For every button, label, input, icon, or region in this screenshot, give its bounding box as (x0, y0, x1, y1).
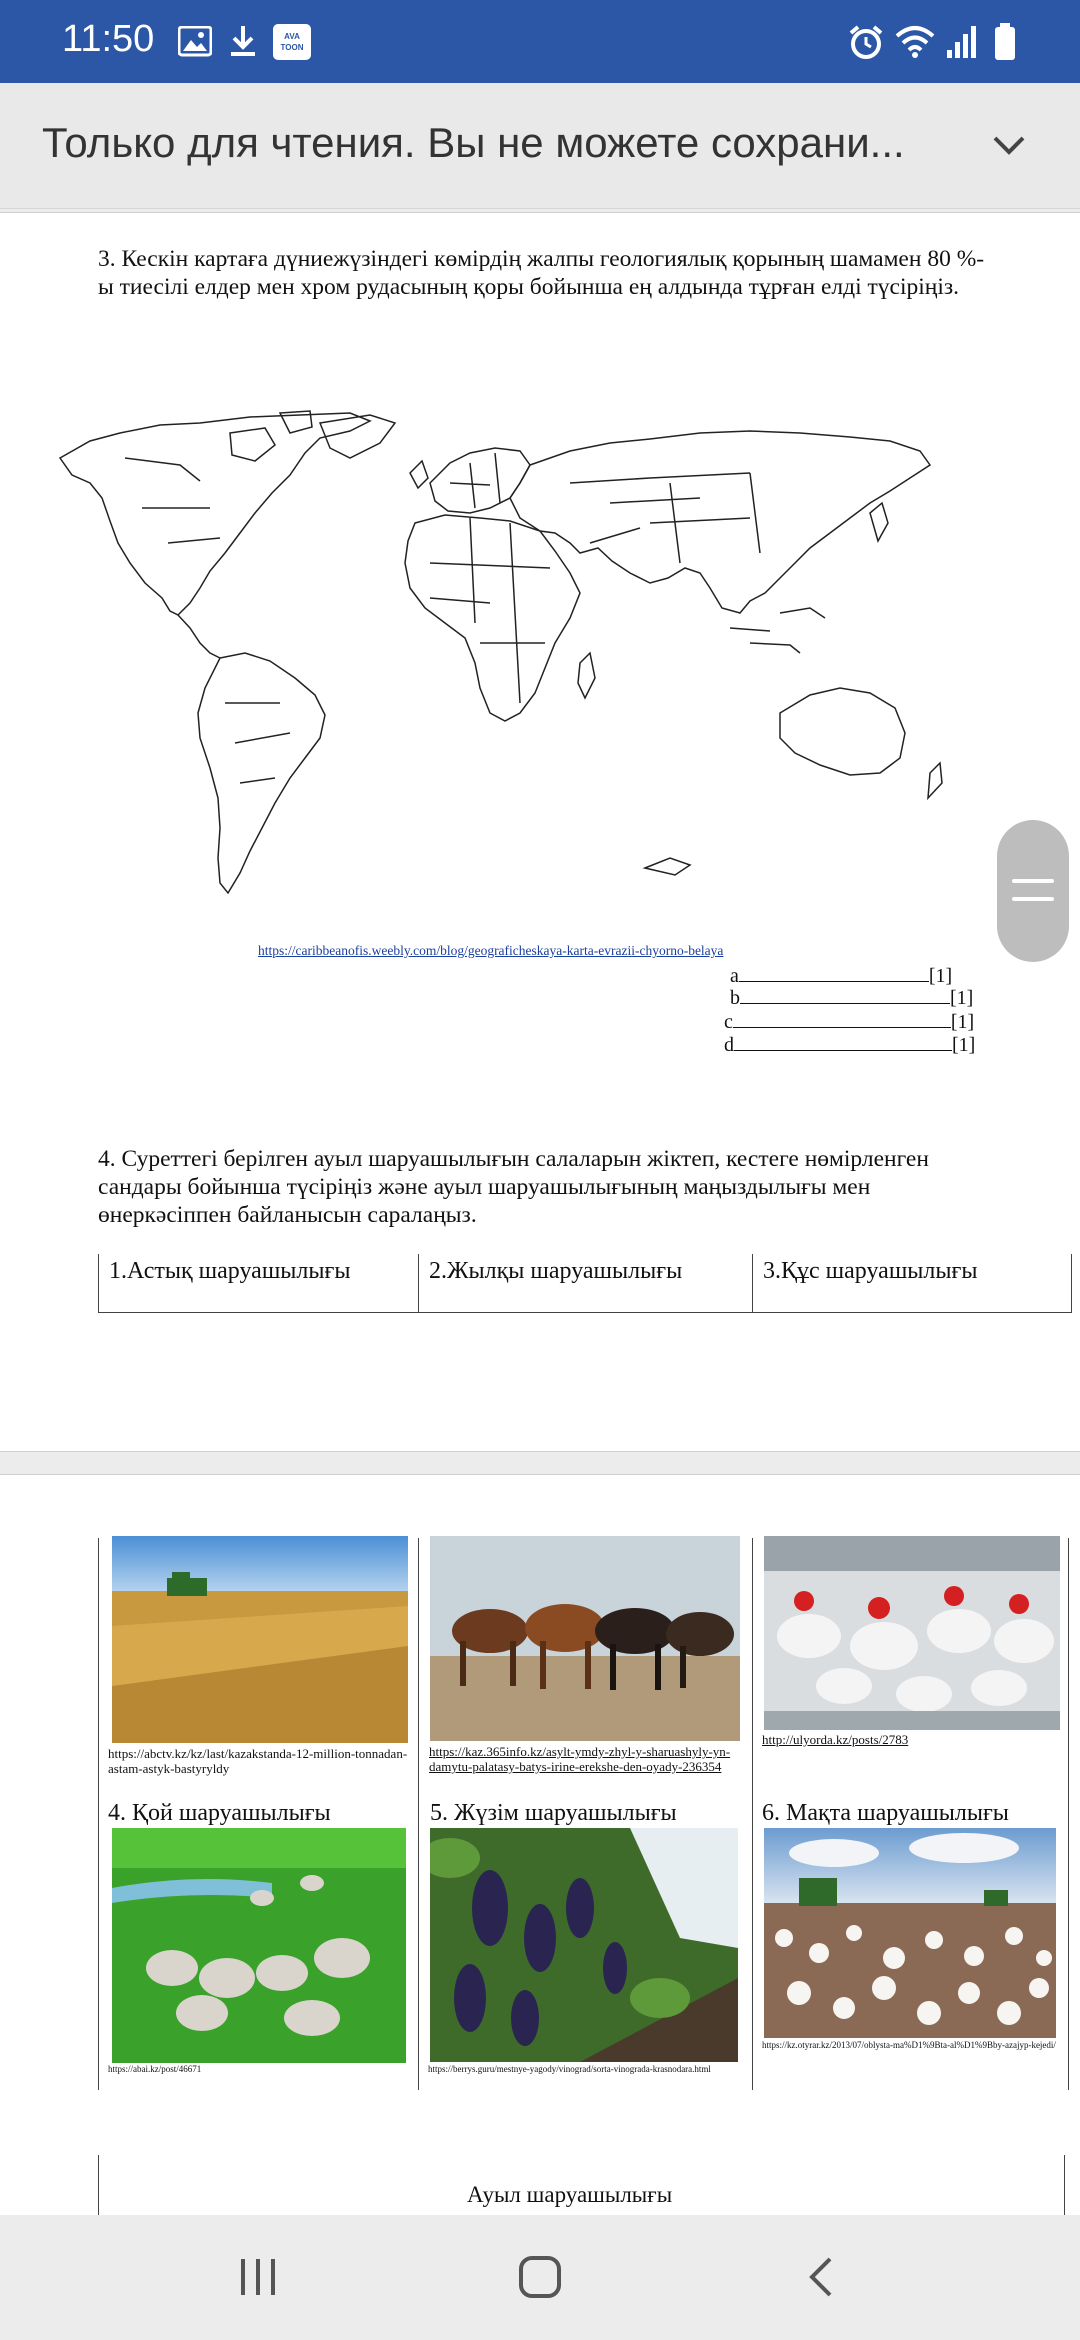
grapes-photo (430, 1828, 738, 2062)
image-icon (178, 26, 212, 66)
agriculture-table-header: Ауыл шаруашылығы (467, 2182, 673, 2207)
sheep-photo (112, 1828, 406, 2063)
answer-score: [1] (950, 987, 974, 1009)
table-border (1064, 2155, 1065, 2215)
table-border (98, 2155, 99, 2215)
answer-letter: c (724, 1011, 733, 1033)
photo-source-link[interactable]: https://abai.kz/post/46671 (108, 2064, 202, 2074)
answer-score: [1] (928, 965, 953, 987)
read-only-message: Только для чтения. Вы не можете сохрани... (42, 119, 905, 166)
table-border (418, 1538, 419, 2090)
category-table (98, 1254, 1072, 1313)
back-button[interactable] (806, 2255, 836, 2299)
table-header-cell: 2.Жылқы шаруашылығы (419, 1254, 753, 1312)
chevron-down-icon[interactable] (992, 135, 1026, 157)
table-header-cell: 1.Астық шаруашылығы (99, 1254, 419, 1312)
status-time: 11:50 (62, 18, 155, 60)
table-border (98, 1538, 99, 2090)
answer-line-d[interactable] (724, 1032, 975, 1057)
category-heading: 4. Қой шаруашылығы (108, 1800, 331, 1826)
avatoon-icon (273, 24, 311, 60)
scroll-thumb[interactable] (997, 820, 1069, 962)
photo-source-link[interactable]: https://kz.otyrar.kz/2013/07/oblysta-ma%D1%9Bta-al%D1%9Bby-azajyp-kejedi/ (762, 2040, 1056, 2050)
map-source-link[interactable]: https://caribbeanofis.weebly.com/blog/geograficheskaya-karta-evrazii-chyorno-belaya (258, 943, 724, 958)
cotton-photo (764, 1828, 1056, 2038)
photo-source-link[interactable]: https://abctv.kz/kz/last/kazakstanda-12-million-tonnadan-astam-astyk-bastyryldy (108, 1746, 408, 1776)
download-icon (228, 24, 258, 64)
photo-source-link[interactable]: http://ulyorda.kz/posts/2783 (762, 1732, 909, 1747)
read-only-banner[interactable] (0, 83, 1080, 209)
answer-score: [1] (952, 1034, 976, 1056)
table-border (752, 1538, 753, 2090)
avatoon-label: AVA TOON (280, 32, 304, 52)
drag-handle-icon (1012, 875, 1054, 907)
answer-line-b[interactable] (730, 985, 973, 1010)
horses-photo (430, 1536, 740, 1741)
navigation-bar (0, 2215, 1080, 2340)
category-heading: 6. Мақта шаруашылығы (762, 1800, 1009, 1826)
table-border (1068, 1538, 1069, 2090)
poultry-photo (764, 1536, 1060, 1730)
home-button[interactable] (518, 2255, 562, 2299)
answer-letter: d (724, 1034, 734, 1056)
photo-source-link[interactable]: https://berrys.guru/mestnye-yagody/vinograd/sorta-vinograda-krasnodara.html (428, 2064, 711, 2074)
battery-icon (993, 22, 1017, 62)
table-header-cell: 3.Құс шаруашылығы (763, 1258, 978, 1284)
question-4-text: 4. Суреттегі берілген ауыл шаруашылығын салаларын жіктеп, кестеге нөмірленген сандары бойынша түсіріңіз және ауыл шаруашылығының маңыздылығы мен өнеркәсіппен байланысын саралаңыз. (98, 1146, 929, 1228)
status-bar (0, 0, 1080, 83)
answer-letter: b (730, 987, 740, 1009)
photo-source-link[interactable]: https://kaz.365info.kz/asylt-ymdy-zhyl-y-sharuashyly-yn-damytu-palatasy-batys-irine-erekshe-den-oyady-236354 (429, 1744, 731, 1774)
wheat-harvest-photo (112, 1536, 408, 1743)
world-outline-map (50, 403, 990, 913)
category-heading: 5. Жүзім шаруашылығы (430, 1800, 677, 1826)
recents-button[interactable] (238, 2257, 278, 2297)
answer-line-c[interactable] (724, 1009, 974, 1034)
question-3-text: 3. Кескін картаға дүниежүзіндегі көмірдің жалпы геологиялық қорының шамамен 80 %-ы тиесілі елдер мен хром рудасының қоры бойынша ең алдында тұрған елді түсіріңіз. (98, 246, 985, 300)
signal-icon (945, 24, 979, 64)
answer-score: [1] (950, 1011, 975, 1033)
alarm-icon (848, 24, 884, 64)
wifi-icon (895, 24, 937, 64)
answer-letter: a (730, 965, 739, 987)
